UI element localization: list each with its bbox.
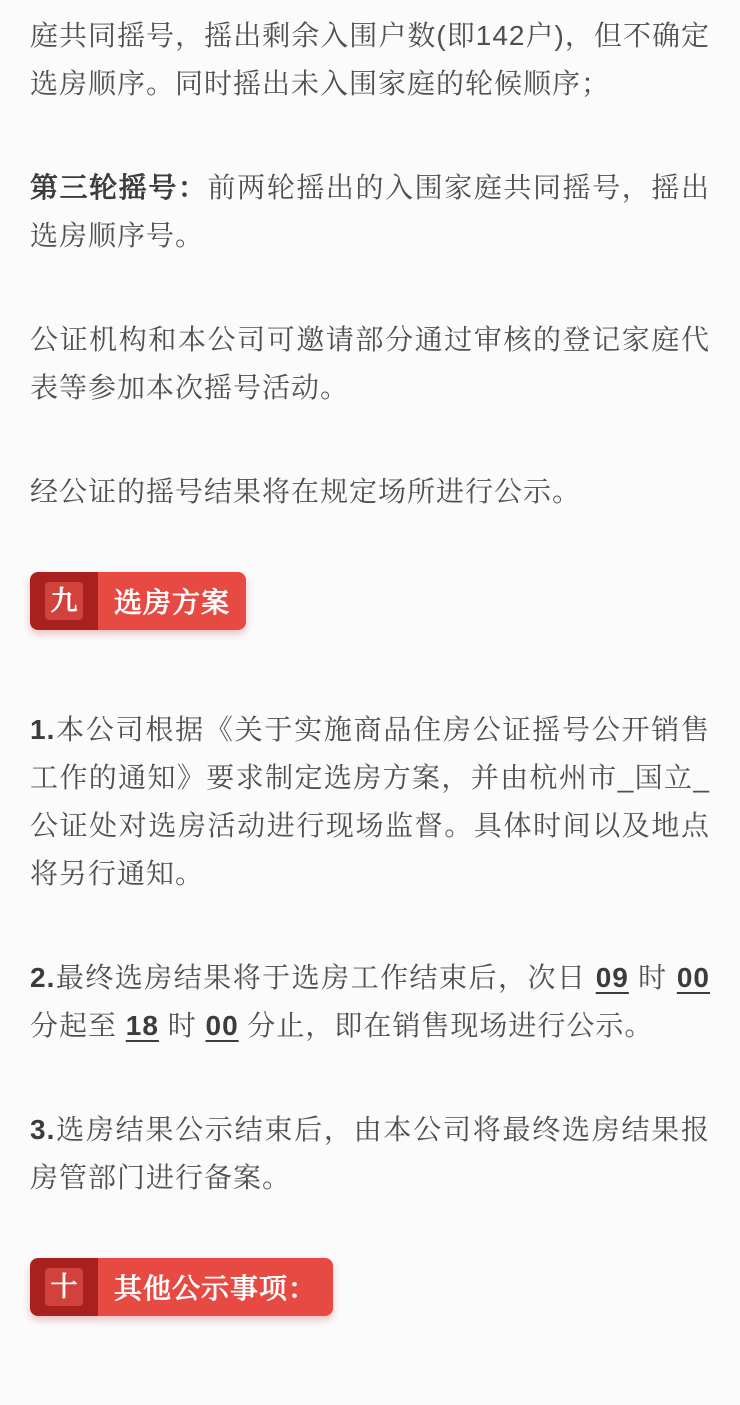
section-10-number-box: [30, 1258, 98, 1316]
item-2-text-5: 分止，即在销售现场进行公示。: [238, 1010, 654, 1041]
item-3-number: 3.: [30, 1114, 56, 1145]
list-item-2: [30, 954, 710, 1050]
section-10-number: 十: [45, 1268, 83, 1306]
item-2-number: 2.: [30, 962, 56, 993]
item-2-hour-start: 09: [595, 962, 629, 993]
section-10-title: 其他公示事项：: [98, 1258, 333, 1316]
item-3-body: 选房结果公示结束后，由本公司将最终选房结果报房管部门进行备案。: [30, 1114, 710, 1193]
round3-body: 前两轮摇出的入围家庭共同摇号，摇出选房顺序号。: [30, 172, 710, 251]
paragraph-round3: [30, 164, 710, 260]
item-2-text-4: 时: [158, 1010, 206, 1041]
item-1-number: 1.: [30, 714, 56, 745]
item-2-hour-end: 18: [125, 1010, 159, 1041]
item-2-text-1: 最终选房结果将于选房工作结束后，次日: [55, 962, 596, 993]
section-9-heading-row: [30, 572, 710, 630]
round3-lead: 第三轮摇号：: [30, 172, 208, 203]
section-9-title: 选房方案: [98, 572, 246, 630]
paragraph-notary-invite: 公证机构和本公司可邀请部分通过审核的登记家庭代表等参加本次摇号活动。: [30, 324, 710, 403]
paragraph-result-publicity: 经公证的摇号结果将在规定场所进行公示。: [30, 476, 582, 507]
list-item-3: [30, 1106, 710, 1202]
section-9-number: 九: [45, 582, 83, 620]
list-item-1: [30, 706, 710, 898]
paragraph-continuation: 庭共同摇号，摇出剩余入围户数(即142户)，但不确定选房顺序。同时摇出未入围家庭的轮候顺序；: [30, 20, 710, 99]
section-9-badge: [30, 572, 246, 630]
section-10-heading-row: [30, 1258, 710, 1316]
section-9-number-box: [30, 572, 98, 630]
section-10-badge: [30, 1258, 333, 1316]
item-1-body: 本公司根据《关于实施商品住房公证摇号公开销售工作的通知》要求制定选房方案，并由杭州市_国立_公证处对选房活动进行现场监督。具体时间以及地点将另行通知。: [30, 714, 710, 889]
item-2-minute-start: 00: [676, 962, 710, 993]
item-2-text-2: 时: [628, 962, 677, 993]
item-2-minute-end: 00: [205, 1010, 239, 1041]
item-2-text-3: 分起至: [30, 1010, 126, 1041]
